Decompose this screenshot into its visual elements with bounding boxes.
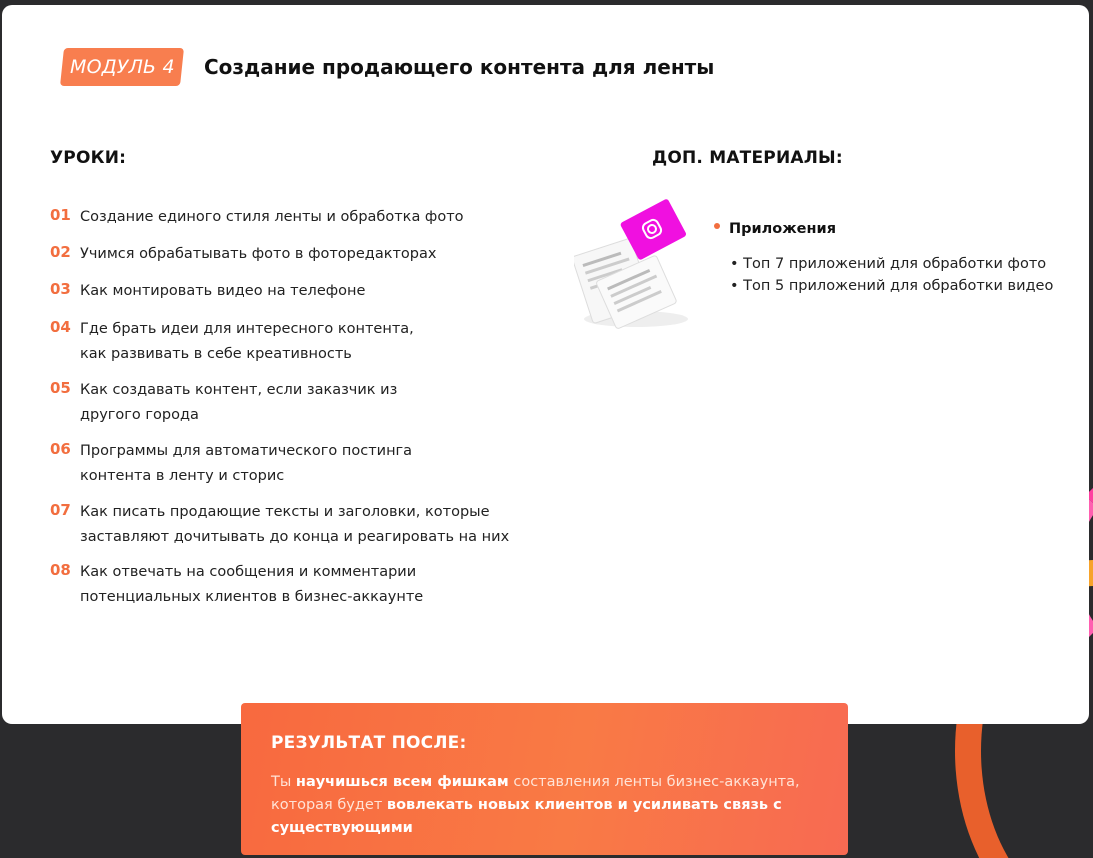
- lesson-text-line: контента в ленту и сторис: [80, 467, 285, 484]
- lesson-text-line: Учимся обрабатывать фото в фоторедакторах: [80, 246, 437, 262]
- lesson-item: [50, 498, 509, 549]
- lesson-text: [80, 203, 464, 230]
- lesson-number: 05: [50, 379, 71, 397]
- lesson-number: 02: [50, 243, 71, 261]
- lesson-number: 07: [50, 501, 71, 519]
- result-box: [241, 703, 848, 855]
- lesson-text-line: Как отвечать на сообщения и комментарии: [80, 564, 417, 580]
- lesson-text: [80, 277, 365, 304]
- lesson-text-line: Создание единого стиля ленты и обработка фото: [80, 209, 464, 225]
- lesson-item: [50, 240, 436, 267]
- materials-bullet-icon: [714, 223, 720, 229]
- lessons-title: УРОКИ:: [50, 148, 127, 168]
- lesson-text-line: Программы для автоматического постинга: [80, 443, 413, 459]
- module-title: Создание продающего контента для ленты: [204, 55, 715, 79]
- lesson-number: 03: [50, 280, 71, 298]
- result-text: Ты научишься всем фишкам составления ленты бизнес-аккаунта, которая будет вовлекать новых клиентов и усиливать связь с существующими: [271, 774, 800, 836]
- lesson-number: 04: [50, 318, 71, 336]
- result-title: РЕЗУЛЬТАТ ПОСЛЕ:: [271, 733, 467, 753]
- module-card: [2, 5, 1089, 724]
- documents-with-instagram-icon: [574, 197, 694, 332]
- lesson-item: [50, 376, 397, 427]
- lesson-text: [80, 437, 412, 488]
- lesson-item: [50, 437, 412, 488]
- lesson-text: [80, 498, 509, 549]
- lesson-number: 06: [50, 440, 71, 458]
- lesson-number: 08: [50, 561, 71, 579]
- materials-item: • Топ 5 приложений для обработки видео: [730, 278, 1054, 294]
- materials-heading: Приложения: [729, 221, 837, 237]
- lesson-number: 01: [50, 206, 71, 224]
- lesson-item: [50, 203, 464, 230]
- lesson-text: [80, 315, 414, 366]
- module-badge: МОДУЛЬ 4: [60, 48, 184, 86]
- lesson-text: [80, 558, 423, 609]
- result-highlight: научишься всем фишкам: [295, 774, 509, 790]
- lesson-text-line: заставляют дочитывать до конца и реагировать на них: [80, 528, 510, 545]
- materials-title: ДОП. МАТЕРИАЛЫ:: [652, 148, 843, 168]
- lesson-item: [50, 558, 423, 609]
- lesson-text: [80, 376, 397, 427]
- lesson-text-line: Где брать идеи для интересного контента,: [80, 321, 414, 337]
- lesson-text: [80, 240, 436, 267]
- materials-item: • Топ 7 приложений для обработки фото: [730, 256, 1047, 272]
- lesson-text-line: Как писать продающие тексты и заголовки, которые: [80, 504, 490, 520]
- lesson-text-line: потенциальных клиентов в бизнес-аккаунте: [80, 588, 424, 605]
- result-highlight: вовлекать новых клиентов и усиливать связь с существующими: [271, 797, 782, 836]
- lesson-item: [50, 277, 365, 304]
- lesson-text-line: Как создавать контент, если заказчик из: [80, 382, 398, 398]
- lesson-text-line: другого города: [80, 406, 199, 423]
- lesson-text-line: Как монтировать видео на телефоне: [80, 283, 366, 299]
- lesson-text-line: как развивать в себе креативность: [80, 345, 352, 362]
- lesson-item: [50, 315, 414, 366]
